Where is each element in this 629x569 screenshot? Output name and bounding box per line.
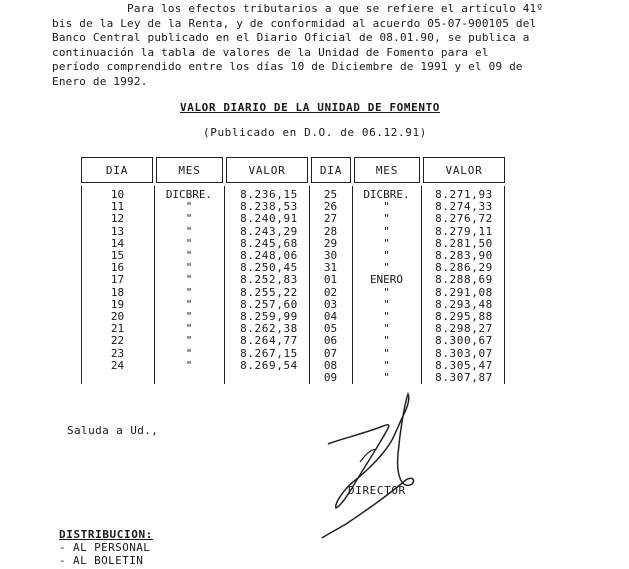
cell-valor: 8.283,90 xyxy=(435,249,493,263)
cell-dia: 20 xyxy=(110,310,125,324)
cell-valor: 8.286,29 xyxy=(435,261,493,275)
column-mes-right xyxy=(352,189,421,384)
cell-valor: 8.307,87 xyxy=(435,371,493,385)
cell-dia: 29 xyxy=(323,236,338,250)
cell-dia: 04 xyxy=(323,310,338,324)
signature xyxy=(300,392,540,542)
column-mes-left xyxy=(154,189,224,372)
cell-valor: 8.236,15 xyxy=(240,188,298,201)
cell-dia: 11 xyxy=(110,200,125,214)
cell-mes: " xyxy=(185,346,193,360)
cell-valor: 8.269,54 xyxy=(240,358,298,372)
cell-dia: 21 xyxy=(110,322,125,336)
cell-dia: 14 xyxy=(110,236,125,250)
cell-dia: 05 xyxy=(323,322,338,336)
cell-dia: 25 xyxy=(323,188,338,201)
cell-dia: 12 xyxy=(110,212,125,226)
cell-mes: " xyxy=(383,261,390,275)
cell-valor: 8.252,83 xyxy=(240,273,298,287)
cell-valor: 8.288,69 xyxy=(435,273,493,287)
cell-dia: 28 xyxy=(323,224,338,238)
cell-dia: 16 xyxy=(110,261,125,275)
cell-mes: " xyxy=(185,200,193,214)
cell-valor: 8.257,60 xyxy=(240,297,298,311)
header-valor-left: VALOR xyxy=(226,157,308,183)
cell-valor: 8.240,91 xyxy=(240,212,298,226)
cell-mes: " xyxy=(185,261,193,275)
cell-dia: 30 xyxy=(323,249,338,263)
cell-mes: " xyxy=(383,310,390,324)
cell-valor: 8.300,67 xyxy=(435,334,493,348)
cell-valor: 8.267,15 xyxy=(240,346,298,360)
cell-dia: 09 xyxy=(323,371,338,385)
intro-line: continuación la tabla de valores de la Unidad de Fomento para el xyxy=(52,45,489,59)
table-header xyxy=(81,157,505,183)
intro-line: Banco Central publicado en el Diario Oficial de 08.01.90, se publica a xyxy=(52,31,530,45)
cell-dia: 08 xyxy=(323,358,338,372)
cell-mes: " xyxy=(185,224,193,238)
cell-dia: 03 xyxy=(323,297,338,311)
column-valor-left xyxy=(229,189,309,372)
header-mes-left: MES xyxy=(156,157,223,183)
cell-mes: " xyxy=(383,249,390,263)
cell-dia: 02 xyxy=(323,285,338,299)
cell-mes: " xyxy=(383,224,390,238)
cell-mes: " xyxy=(383,200,390,214)
cell-mes: " xyxy=(383,236,390,250)
cell-mes: ENERO xyxy=(369,273,404,287)
cell-dia: 06 xyxy=(323,334,338,348)
cell-valor: 8.295,88 xyxy=(435,310,493,324)
cell-valor: 8.305,47 xyxy=(435,358,493,372)
column-dia-right xyxy=(309,189,352,384)
cell-valor: 8.264,77 xyxy=(240,334,298,348)
cell-mes: " xyxy=(383,371,390,385)
cell-valor: 8.238,53 xyxy=(240,200,298,214)
cell-valor: 8.262,38 xyxy=(240,322,298,336)
cell-mes: " xyxy=(185,273,193,287)
table-title: VALOR DIARIO DE LA UNIDAD DE FOMENTO xyxy=(180,101,441,114)
cell-dia: 07 xyxy=(323,346,338,360)
header-mes-right: MES xyxy=(354,157,420,183)
cell-mes: " xyxy=(383,285,390,299)
cell-dia: 19 xyxy=(110,297,125,311)
cell-mes: " xyxy=(185,322,193,336)
cell-valor: 8.279,11 xyxy=(435,224,493,238)
cell-mes: " xyxy=(185,285,193,299)
cell-dia: 17 xyxy=(110,273,125,287)
header-valor-right: VALOR xyxy=(423,157,505,183)
cell-valor: 8.250,45 xyxy=(240,261,298,275)
uf-value-table xyxy=(81,157,505,384)
distribution-item: - AL BOLETIN xyxy=(59,553,144,567)
header-dia-left: DIA xyxy=(81,157,153,183)
cell-dia: 24 xyxy=(110,358,125,372)
cell-valor: 8.243,29 xyxy=(240,224,298,238)
cell-dia: 22 xyxy=(110,334,125,348)
distribution-list xyxy=(59,542,150,567)
header-dia-right: DIA xyxy=(311,157,351,183)
intro-line: Para los efectos tributarios a que se refiere el artículo 41º xyxy=(127,2,544,15)
cell-mes: " xyxy=(185,236,193,250)
cell-valor: 8.276,72 xyxy=(435,212,493,226)
cell-mes: " xyxy=(383,322,390,336)
cell-mes: DICBRE. xyxy=(363,188,410,201)
cell-valor: 8.274,33 xyxy=(435,200,493,214)
distribution-heading: DISTRIBUCION: xyxy=(59,528,153,541)
cell-valor: 8.259,99 xyxy=(240,310,298,324)
cell-valor: 8.248,06 xyxy=(240,249,298,263)
cell-valor: 8.303,07 xyxy=(435,346,493,360)
cell-mes: DICBRE. xyxy=(165,188,213,201)
cell-valor: 8.293,48 xyxy=(435,297,493,311)
cell-dia: 01 xyxy=(323,273,338,287)
cell-mes: " xyxy=(383,346,390,360)
cell-dia: 26 xyxy=(323,200,338,214)
cell-mes: " xyxy=(185,358,193,372)
cell-mes: " xyxy=(185,212,193,226)
cell-valor: 8.245,68 xyxy=(240,236,298,250)
cell-dia: 15 xyxy=(110,249,125,263)
cell-mes: " xyxy=(383,358,390,372)
intro-paragraph xyxy=(52,2,582,90)
column-dia-left xyxy=(81,189,154,372)
cell-valor: 8.291,08 xyxy=(435,285,493,299)
table-subtitle: (Publicado en D.O. de 06.12.91) xyxy=(203,126,427,139)
column-valor-right xyxy=(424,189,504,384)
cell-mes: " xyxy=(185,310,193,324)
cell-mes: " xyxy=(383,334,390,348)
cell-valor: 8.255,22 xyxy=(240,285,298,299)
cell-mes: " xyxy=(185,249,193,263)
cell-dia: 23 xyxy=(110,346,125,360)
cell-dia: 18 xyxy=(110,285,125,299)
cell-valor: 8.281,50 xyxy=(435,236,493,250)
intro-line: Enero de 1992. xyxy=(52,74,148,88)
intro-line: período comprendido entre los días 10 de Diciembre de 1991 y el 09 de xyxy=(52,60,523,74)
director-title: DIRECTOR xyxy=(348,484,406,497)
distribution-item: - AL PERSONAL xyxy=(59,541,151,554)
cell-valor: 8.298,27 xyxy=(435,322,493,336)
cell-mes: " xyxy=(383,297,390,311)
cell-dia: 27 xyxy=(323,212,338,226)
cell-mes: " xyxy=(185,334,193,348)
cell-dia: 10 xyxy=(110,188,125,201)
intro-line: bis de la Ley de la Renta, y de conformidad al acuerdo 05-07-900105 del xyxy=(52,16,537,30)
cell-dia: 31 xyxy=(323,261,338,275)
cell-mes: " xyxy=(383,212,390,226)
closing-text: Saluda a Ud., xyxy=(67,424,159,437)
cell-mes: " xyxy=(185,297,193,311)
cell-dia: 13 xyxy=(110,224,125,238)
cell-valor: 8.271,93 xyxy=(435,188,493,201)
